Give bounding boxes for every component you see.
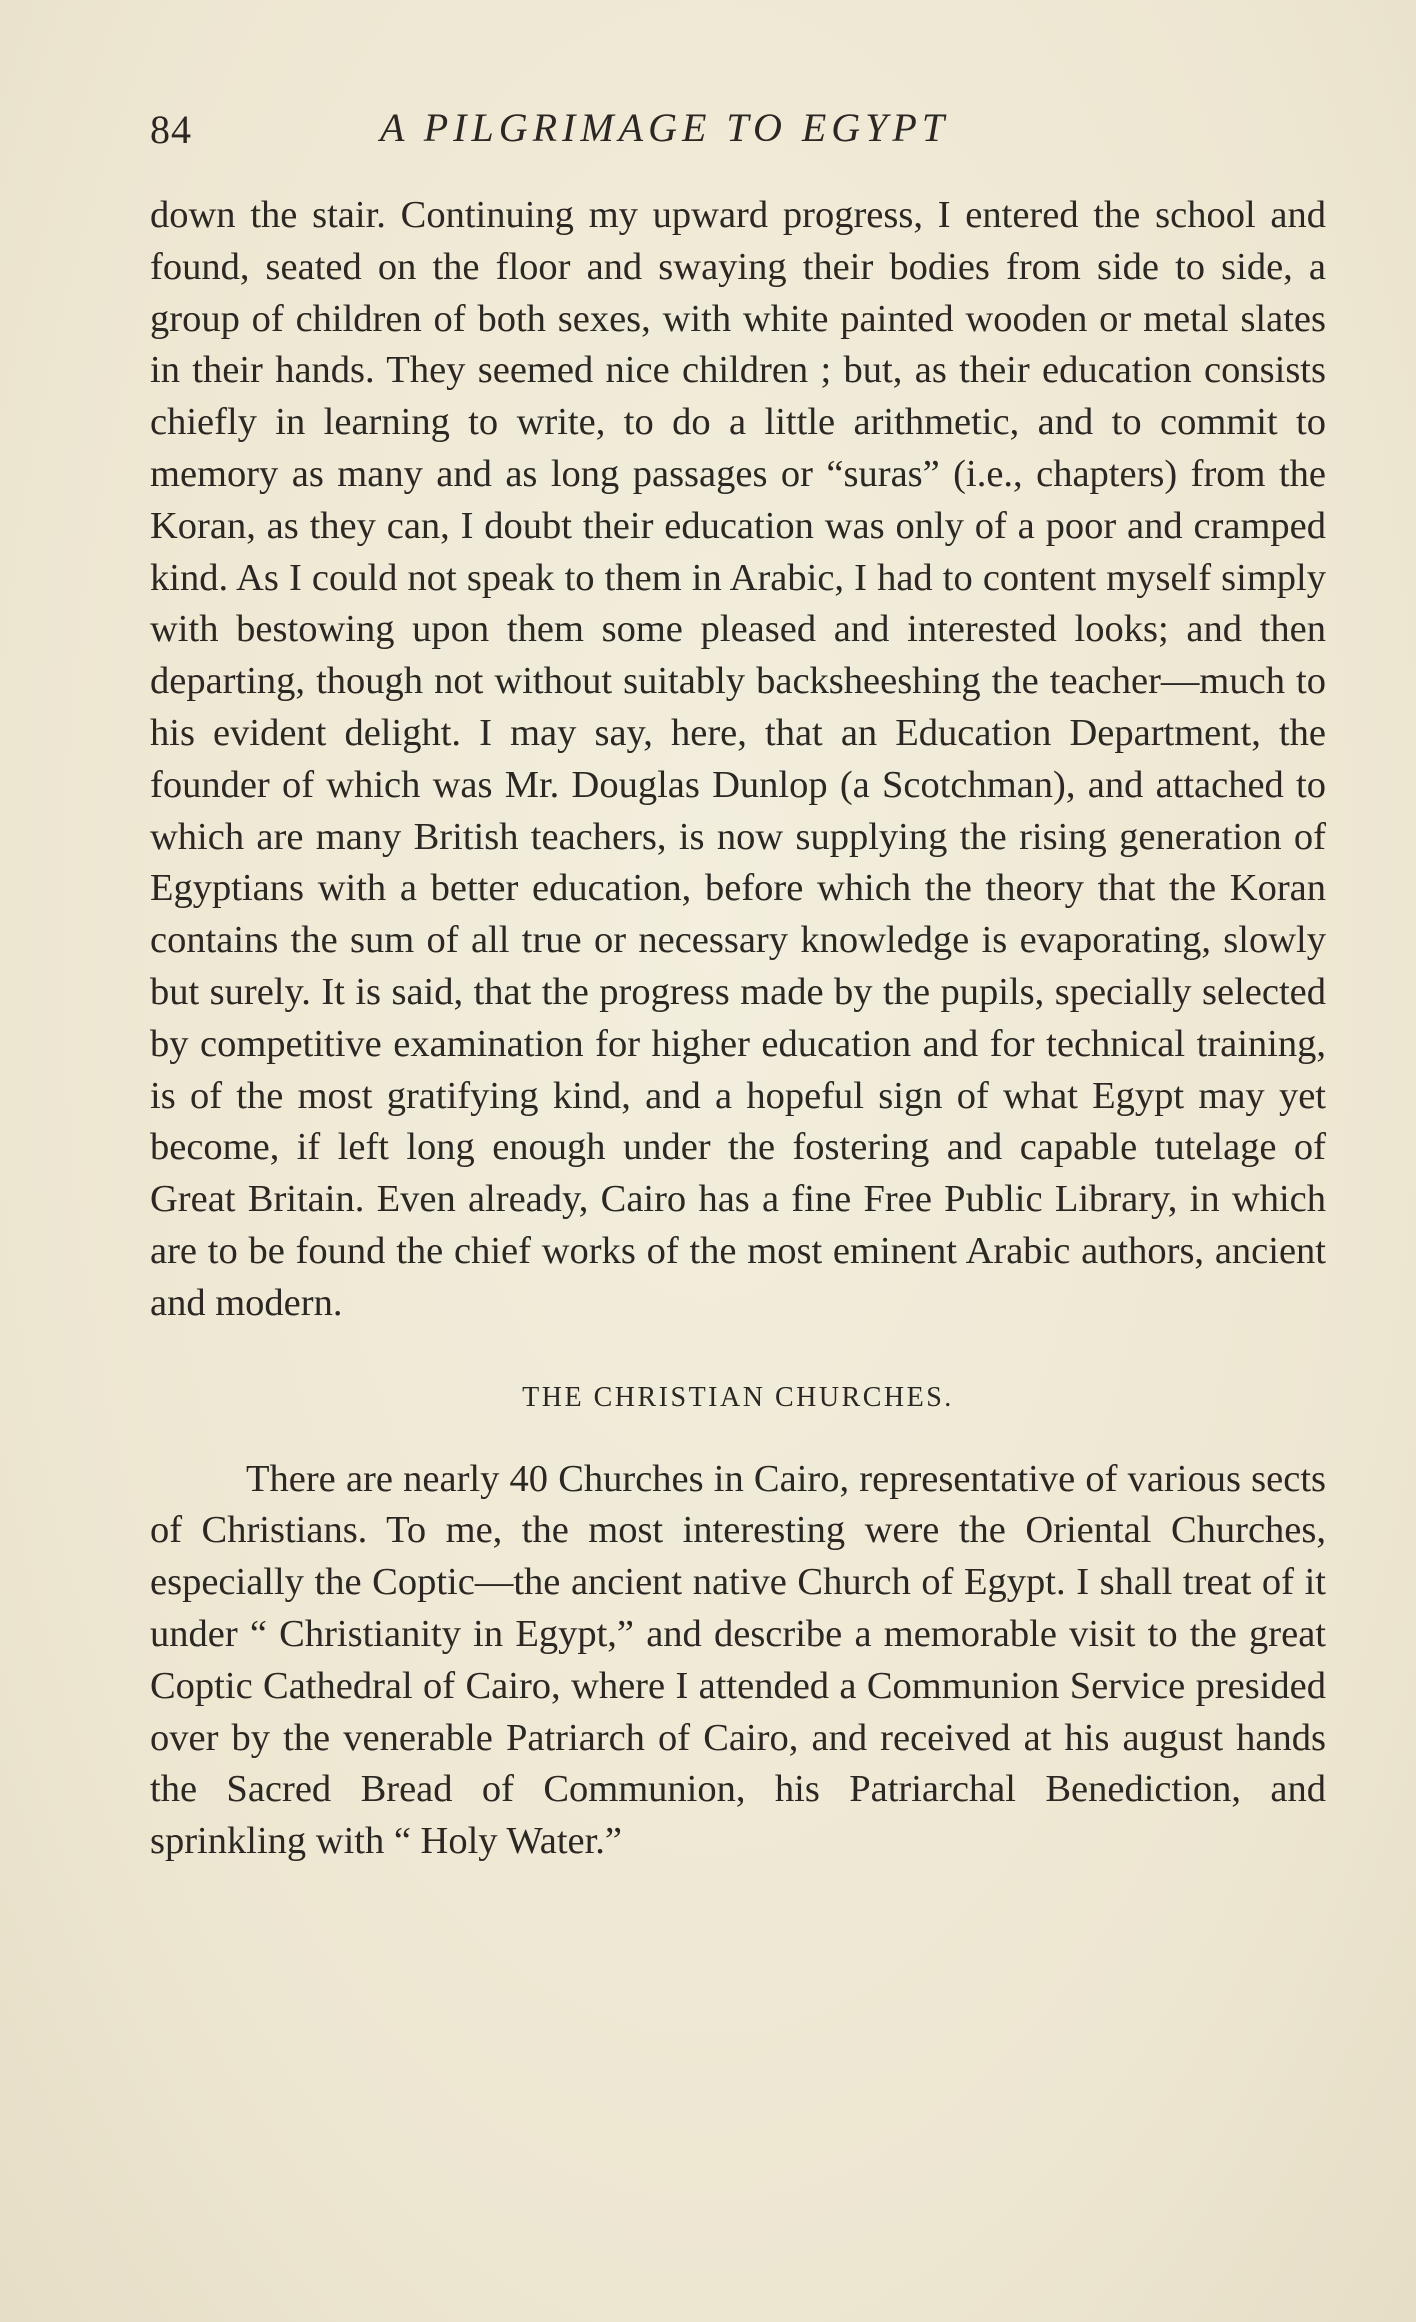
section-heading: THE CHRISTIAN CHURCHES.	[522, 1381, 954, 1413]
running-title: A PILGRIMAGE TO EGYPT	[380, 105, 950, 150]
paragraph-christian-churches: There are nearly 40 Churches in Cairo, representative of various sects of Christians. To me, the most interesting were the Oriental Churches, especially the Coptic—the ancient native Church of Egypt. I shall treat of it under “ Christianity in Egypt,” and describe a memorable visit to the great Coptic Cathedral of Cairo, where I attended a Communion Service presided over by the venerable Patriarch of Cairo, and received at his august hands the Sacred Bread of Communion, his Patriarchal Benediction, and sprinkling with “ Holy Water.”	[150, 1457, 1326, 1863]
page-number: 84	[150, 107, 192, 152]
paragraph-continued: down the stair. Continuing my upward progress, I entered the school and found, seated on the floor and swaying their bodies from side to side, a group of children of both sexes, with white painted wooden or metal slates in their hands. They seemed nice children ; but, as their education consists chiefly in learning to write, to do a little arithmetic, and to commit to memory as many and as long passages or “suras” (i.e., chapters) from the Koran, as they can, I doubt their education was only of a poor and cramped kind. As I could not speak to them in Arabic, I had to content myself simply with bestowing upon them some pleased and interested looks; and then departing, though not without suitably backsheeshing the teacher—much to his evident delight. I may say, here, that an Education Department, the founder of which was Mr. Douglas Dunlop (a Scotchman), and attached to which are many British teachers, is now supplying the rising generation of Egyptians with a better education, before which the theory that the Koran contains the sum of all true or necessary knowledge is evaporating, slowly but surely. It is said, that the progress made by the pupils, specially selected by competitive examination for higher education and for technical training, is of the most gratifying kind, and a hopeful sign of what Egypt may yet become, if left long enough under the fostering and capable tutelage of Great Britain. Even already, Cairo has a fine Free Public Library, in which are to be found the chief works of the most eminent Arabic authors, ancient and modern.	[150, 194, 1326, 1324]
page-body	[150, 190, 1326, 1868]
page-header	[150, 100, 1326, 160]
